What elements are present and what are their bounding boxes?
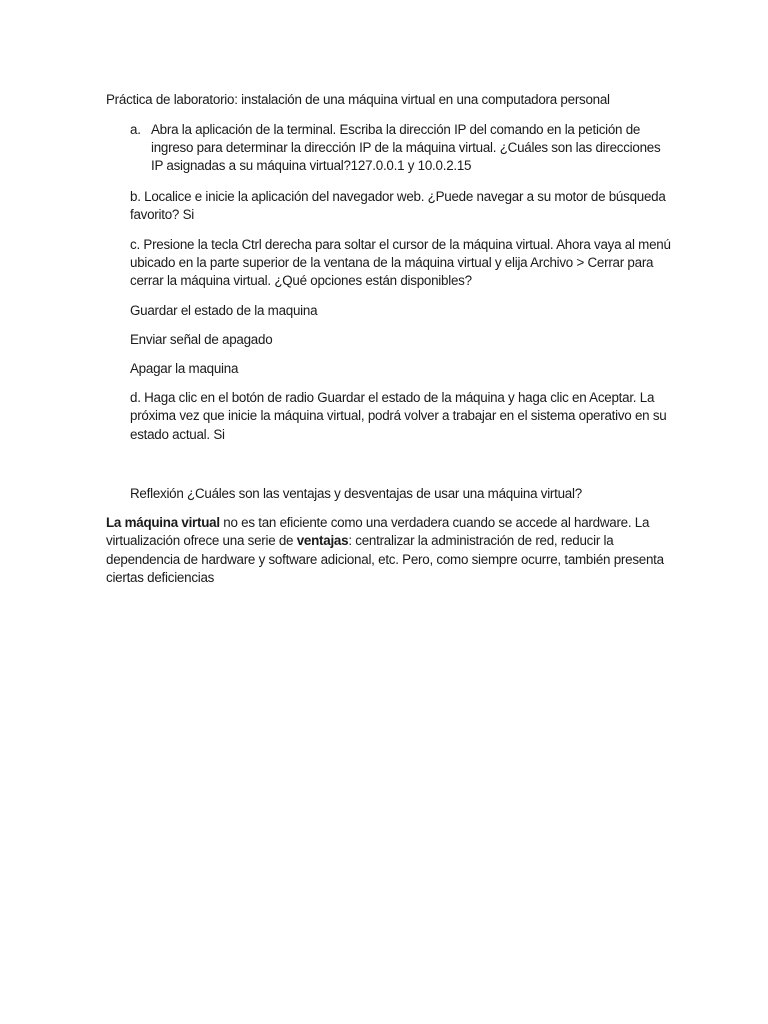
- item-a-line-1: Abra la aplicación de la terminal. Escriba la dirección IP del comando en la petición de: [151, 122, 641, 137]
- answer-term-virtual-machine: La máquina virtual: [106, 515, 220, 530]
- reflection-question: Reflexión ¿Cuáles son las ventajas y desventajas de usar una máquina virtual?: [130, 486, 582, 501]
- answer-term-advantages: ventajas: [296, 533, 349, 548]
- answer-line-2-text: : centralizar la administración de red, reducir la: [348, 533, 614, 548]
- option-power-off: Apagar la maquina: [130, 361, 239, 376]
- item-d-line-3: estado actual. Si: [130, 427, 225, 442]
- item-b-line-2: favorito? Si: [130, 207, 194, 222]
- option-save-state: Guardar el estado de la maquina: [130, 303, 318, 318]
- option-send-shutdown: Enviar señal de apagado: [130, 332, 273, 347]
- document-title: Práctica de laboratorio: instalación de una máquina virtual en una computadora personal: [106, 92, 610, 107]
- item-d-line-1: d. Haga clic en el botón de radio Guardar el estado de la máquina y haga clic en Aceptar. La: [130, 390, 655, 405]
- answer-line-3: dependencia de hardware y software adicional, etc. Pero, como siempre ocurre, también presenta: [106, 552, 664, 567]
- answer-line-1-text: no es tan eficiente como una verdadera cuando se accede al hardware. La: [219, 515, 650, 530]
- item-a-line-3: IP asignadas a su máquina virtual?127.0.0.1 y 10.0.2.15: [151, 158, 472, 173]
- item-b-line-1: b. Localice e inicie la aplicación del navegador web. ¿Puede navegar a su motor de búsqueda: [130, 189, 666, 204]
- item-c-line-1: c. Presione la tecla Ctrl derecha para soltar el cursor de la máquina virtual. Ahora vaya al menú: [130, 237, 671, 252]
- answer-line-2: [106, 532, 613, 550]
- answer-line-2-pre: virtualización ofrece una serie de: [106, 533, 297, 548]
- item-c-line-3: cerrar la máquina virtual. ¿Qué opciones están disponibles?: [130, 273, 472, 288]
- item-d-line-2: próxima vez que inicie la máquina virtual, podrá volver a trabajar en el sistema operativo en su: [130, 408, 667, 423]
- item-a-marker: a.: [130, 122, 141, 137]
- item-a-line-2: ingreso para determinar la dirección IP de la máquina virtual. ¿Cuáles son las direcciones: [151, 140, 661, 155]
- item-c-line-2: ubicado en la parte superior de la ventana de la máquina virtual y elija Archivo > Cerrar para: [130, 255, 654, 270]
- answer-line-4: ciertas deficiencias: [106, 570, 215, 585]
- answer-line-1: [106, 514, 649, 532]
